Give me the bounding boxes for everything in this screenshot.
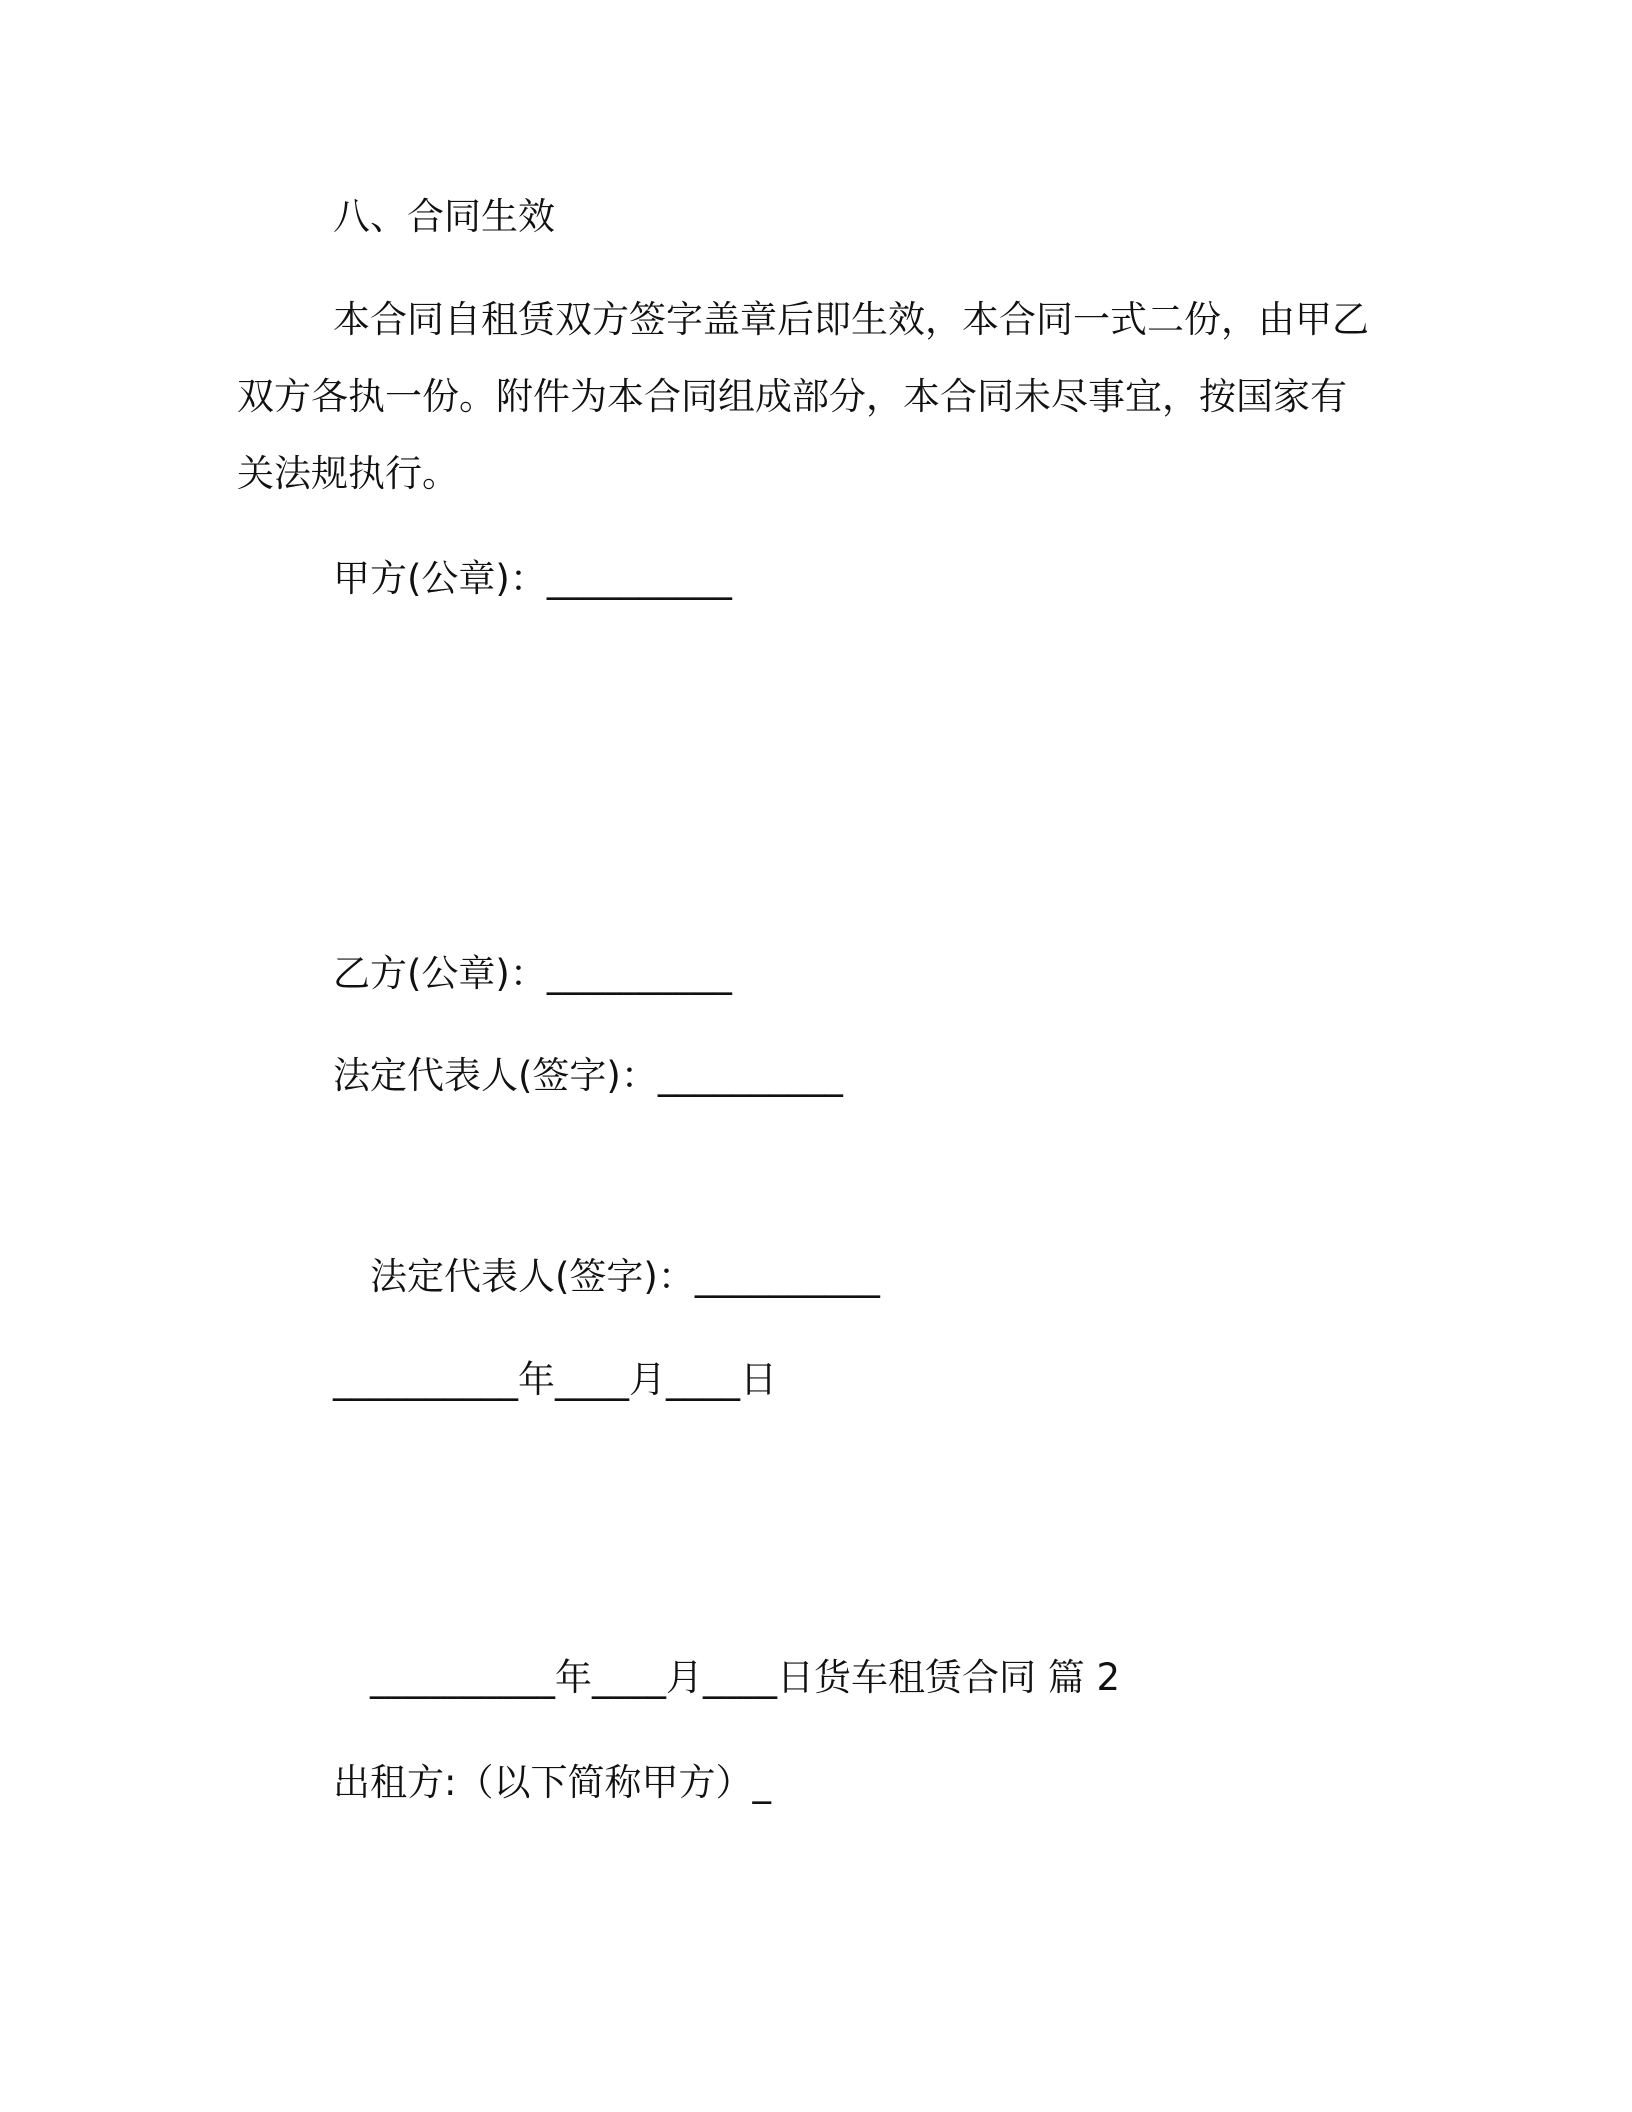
legal-representative-line-2: 法定代表人(签字)：__________ bbox=[370, 1255, 880, 1298]
legal-representative-line-1: 法定代表人(签字)：__________ bbox=[333, 1054, 843, 1097]
party-a-seal-line: 甲方(公章)：__________ bbox=[333, 557, 732, 600]
paragraph-line-2: 双方各执一份。附件为本合同组成部分，本合同未尽事宜，按国家有 bbox=[237, 375, 1347, 418]
date-line: __________年____月____日 bbox=[333, 1358, 777, 1401]
lessor-line: 出租方:（以下简称甲方）_ bbox=[333, 1761, 771, 1804]
paragraph-line-3: 关法规执行。 bbox=[237, 452, 459, 495]
section-heading: 八、合同生效 bbox=[333, 195, 555, 238]
party-b-seal-line: 乙方(公章)：__________ bbox=[333, 952, 732, 995]
paragraph-line-1: 本合同自租赁双方签字盖章后即生效，本合同一式二份，由甲乙 bbox=[333, 298, 1369, 341]
contract-title-line: __________年____月____日货车租赁合同 篇 2 bbox=[370, 1656, 1121, 1699]
